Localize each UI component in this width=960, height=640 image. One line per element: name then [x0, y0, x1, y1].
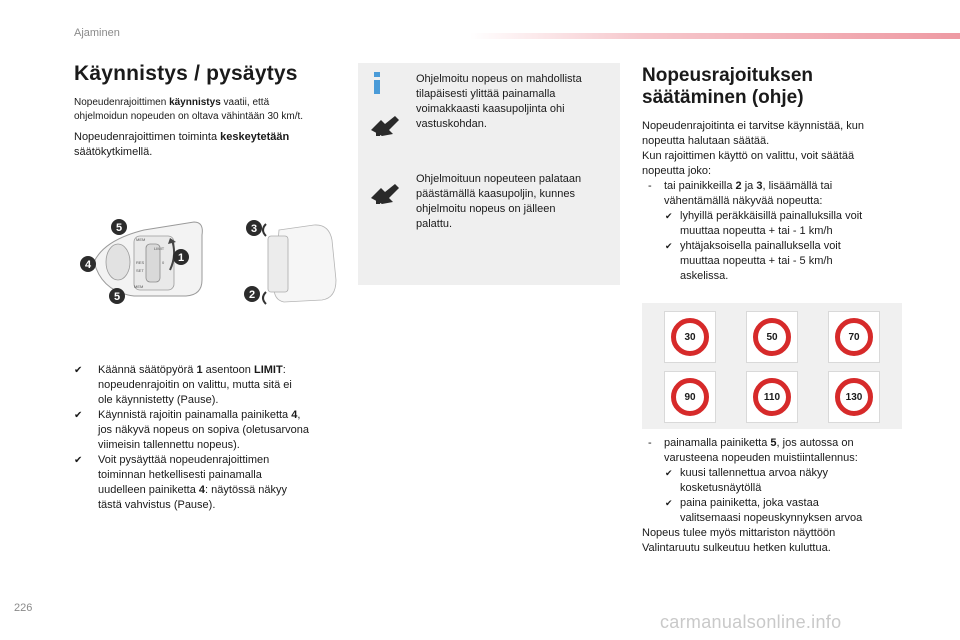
- page-title: Käynnistys / pysäytys: [74, 62, 298, 85]
- sub-option-select-value: ✔ paina painiketta, joka vastaa valitsemaasi nopeuskynnyksen arvoa: [665, 497, 863, 524]
- svg-text:5: 5: [115, 222, 123, 234]
- memory-instructions: - painamalla painiketta 5, jos autossa on varusteena nopeuden muistiintallennus: ✔ kuusi tallennettua arvoa näkyy kosketusnäytöllä ✔ paina painiketta, joka vastaa valitsemaasi nopeuskynnyksen arvoa Nopeus tulee myös mittariston näyttöön Valintaruutu sulkeutuu hetken kuluttua.: [642, 436, 904, 556]
- svg-text:4: 4: [84, 259, 92, 271]
- check-marker-icon: ✔: [665, 498, 673, 508]
- intro-paragraph: Nopeudenrajoittimen käynnistys vaatii, että ohjelmoidun nopeuden on oltava vähintään 30 km/t.: [74, 97, 304, 122]
- svg-text:3: 3: [250, 223, 258, 235]
- step-pause-limiter: ✔ Voit pysäyttää nopeudenrajoittimen toiminnan hetkellisesti painamalla uudelleen painiketta 4: näytössä näkyy tästä vahvistus (Pause).: [74, 454, 287, 511]
- callout-5-bottom: [109, 288, 125, 304]
- check-marker-icon: ✔: [665, 241, 673, 251]
- override-note: Ohjelmoitu nopeus on mahdollista tilapäisesti ylittää painamalla voimakkaasti kaasupoljinta ohi vastuskohdan.: [416, 73, 582, 130]
- activation-steps: [74, 363, 349, 513]
- speed-sign-130: 130: [828, 371, 880, 423]
- check-marker-icon: ✔: [74, 410, 83, 421]
- sub-option-short-press: ✔ lyhyillä peräkkäisillä painalluksilla voit muuttaa nopeutta + tai - 1 km/h: [665, 210, 863, 237]
- stalk-side-view: [263, 224, 336, 304]
- zero-label: 0: [162, 260, 165, 265]
- check-marker-icon: ✔: [665, 211, 673, 221]
- check-marker-icon: ✔: [74, 455, 83, 466]
- speed-signs-panel: [642, 303, 902, 429]
- sub-option-long-press: ✔ yhtäjaksoisella painalluksella voit muuttaa nopeutta + tai - 5 km/h askelissa.: [665, 240, 841, 282]
- section-title: Nopeusrajoituksen säätäminen (ohje): [642, 65, 814, 108]
- step-select-limit: ✔ Käännä säätöpyörä 1 asentoon LIMIT: nopeudenrajoitin on valittu, mutta sitä ei ole käynnistetty (Pause).: [74, 364, 292, 406]
- header-rule: [470, 33, 960, 39]
- option-button-5: - painamalla painiketta 5, jos autossa on varusteena nopeuden muistiintallennus:: [648, 437, 858, 464]
- check-marker-icon: ✔: [665, 468, 673, 478]
- resume-note: Ohjelmoituun nopeuteen palataan päästämällä kaasupoljin, kunnes ohjelmoitu nopeus on jälleen palattu.: [416, 173, 582, 230]
- mem-label-bottom: MEM: [134, 284, 144, 289]
- pedal-release-icon: [368, 178, 402, 206]
- callout-3: [246, 220, 262, 236]
- option-buttons-2-3: - tai painikkeilla 2 ja 3, lisäämällä tai vähentämällä näkyvää nopeutta:: [648, 180, 833, 207]
- speed-sign-110: 110: [746, 371, 798, 423]
- limit-label: LIMIT: [154, 246, 165, 251]
- speed-sign-90: 90: [664, 371, 716, 423]
- pedal-press-icon: [368, 110, 402, 138]
- check-marker-icon: ✔: [74, 365, 83, 376]
- mem-label-top: MEM: [136, 237, 146, 242]
- svg-text:1: 1: [177, 252, 185, 264]
- callout-4: [80, 256, 96, 272]
- adjust-instructions: Nopeudenrajoitinta ei tarvitse käynnistää, kun nopeutta halutaan säätää. Kun rajoittimen käyttö on valittu, voit säätää nopeutta joko: - tai painikkeilla 2 ja 3, lisäämällä tai vähentämällä näkyvää nopeutta: ✔ lyhyillä peräkkäisillä painalluksilla voit muuttaa nopeutta + tai - 1 km/h ✔ yhtäjaksoisella painalluksella voit muuttaa nopeutta + tai - 5 km/h askelissa.: [642, 119, 904, 284]
- steering-control-illustration: [74, 200, 344, 312]
- res-label: RES: [136, 260, 145, 265]
- watermark: carmanualsonline.info: [660, 612, 842, 632]
- callout-2: [244, 286, 260, 302]
- pause-paragraph: Nopeudenrajoittimen toiminta keskeytetään säätökytkimellä.: [74, 131, 290, 158]
- sub-option-six-values: ✔ kuusi tallennettua arvoa näkyy kosketusnäytöllä: [665, 467, 828, 494]
- set-label: SET: [136, 268, 144, 273]
- page-number: 226: [14, 602, 33, 614]
- speed-sign-50: 50: [746, 311, 798, 363]
- callout-1: [173, 249, 189, 265]
- svg-text:2: 2: [248, 289, 256, 301]
- callout-5-top: [111, 219, 127, 235]
- speed-sign-70: 70: [828, 311, 880, 363]
- speed-sign-30: 30: [664, 311, 716, 363]
- svg-text:5: 5: [113, 291, 121, 303]
- info-icon: [370, 72, 384, 94]
- step-start-limiter: ✔ Käynnistä rajoitin painamalla painiketta 4, jos näkyvä nopeus on sopiva (oletusarvona viimeisin tallennettu nopeus).: [74, 409, 309, 451]
- section-label: Ajaminen: [74, 27, 120, 39]
